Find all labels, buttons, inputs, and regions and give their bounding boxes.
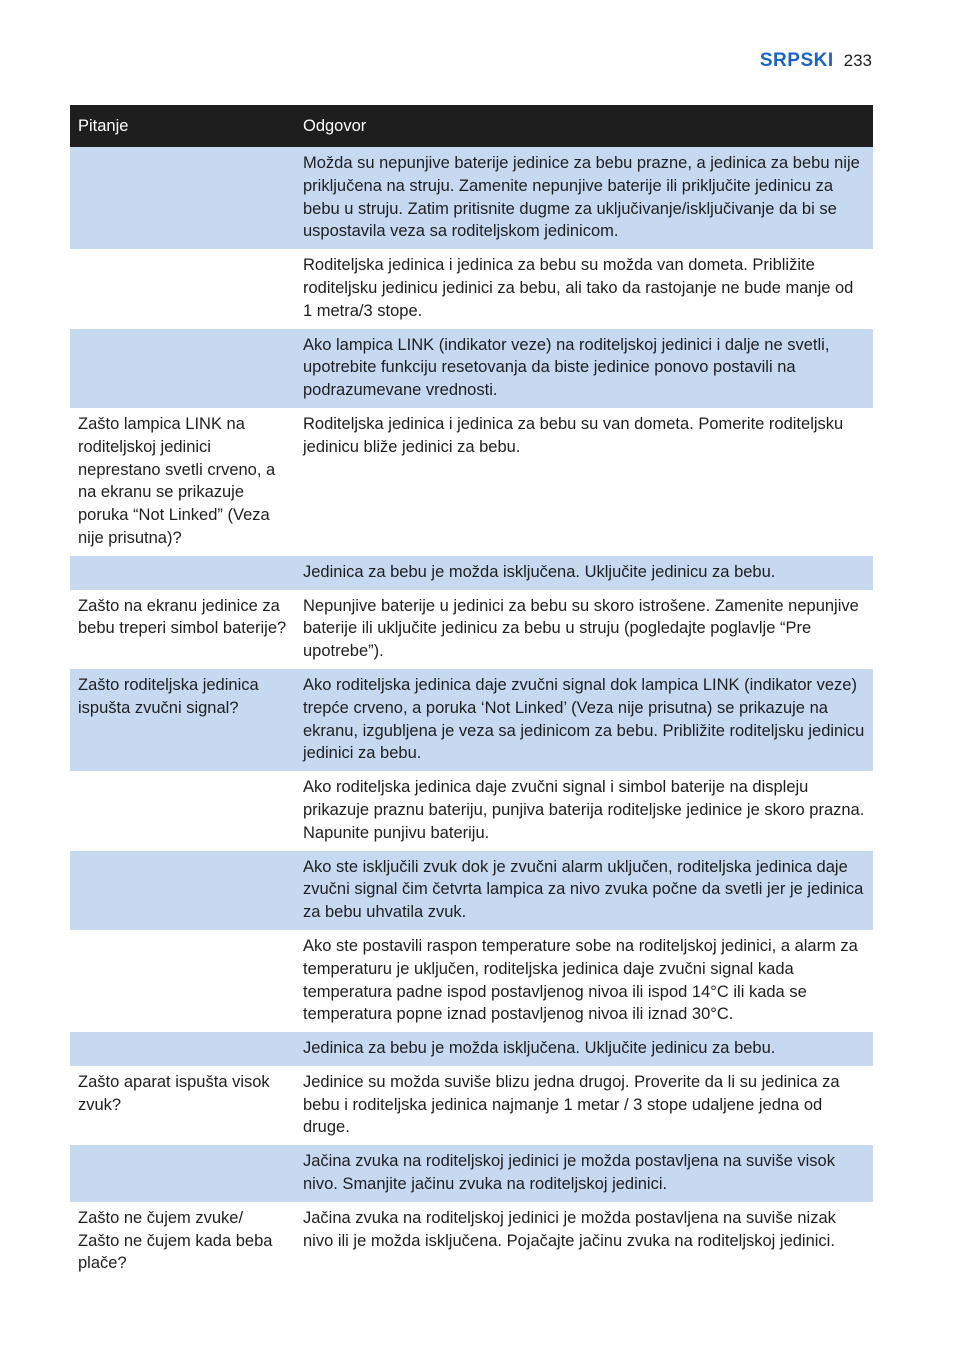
question-cell: Zašto na ekranu jedinice za bebu treperi simbol baterije? [78,596,287,638]
answer-cell: Jedinice su možda suviše blizu jedna drugoj. Proverite da li su jedinica za bebu i roditeljska jedinica najmanje 1 metar / 3 stope udaljene jedna od druge. [303,1072,840,1137]
question-cell [70,147,295,249]
column-header-question: Pitanje [70,105,295,147]
page-header [760,50,872,72]
question-cell: Zašto aparat ispušta visok zvuk? [78,1072,270,1114]
table-row [70,590,873,669]
table-row [70,1066,873,1145]
table-row [70,669,873,771]
table-row [70,147,873,249]
answer-cell: Roditeljska jedinica i jedinica za bebu su možda van dometa. Približite roditeljsku jedinicu jedinici za bebu, ali tako da rastojanje ne bude manje od 1 metra/3 stope. [303,256,854,320]
answer-cell: Ako ste postavili raspon temperature sobe na roditeljskoj jedinici, a alarm za temperaturu je uključen, roditeljska jedinica daje zvučni signal kada temperatura padne ispod postavljenog nivoa ili ispod 14°C ili kada se temperatura popne iznad postavljenog nivoa ili iznad 30°C. [303,936,858,1024]
answer-cell: Jedinica za bebu je možda isključena. Uključite jedinicu za bebu. [295,556,873,590]
question-cell: Zašto roditeljska jedinica ispušta zvučni signal? [70,669,295,771]
column-header-answer: Odgovor [295,105,873,147]
answer-cell: Ako ste isključili zvuk dok je zvučni alarm uključen, roditeljska jedinica daje zvučni signal čim četvrta lampica za nivo zvuka počne da svetli jer je jedinica za bebu uhvatila zvuk. [295,851,873,930]
answer-cell: Jačina zvuka na roditeljskoj jedinici je možda postavljena na suviše visok nivo. Smanjite jačinu zvuka na roditeljskoj jedinici. [295,1145,873,1202]
answer-cell: Nepunjive baterije u jedinici za bebu su skoro istrošene. Zamenite nepunjive baterije ili uključite jedinicu za bebu u struju (pogledajte poglavlje “Pre upotrebe”). [303,596,859,661]
table-header-row [70,105,873,147]
table-row [70,930,873,1032]
table-row [70,1202,873,1281]
answer-cell: Ako lampica LINK (indikator veze) na roditeljskoj jedinici i dalje ne svetli, upotrebite funkciju resetovanja da biste jedinice ponovo postavili na podrazumevane vrednosti. [295,329,873,408]
question-cell [70,771,295,850]
table-row [70,408,873,556]
table-body [70,147,873,1281]
answer-cell: Možda su nepunjive baterije jedinice za bebu prazne, a jedinica za bebu nije priključena na struju. Zamenite nepunjive baterije ili priključite jedinicu za bebu u struju. Zatim pritisnite dugme za uključivanje/isključivanje da bi se uspostavila veza sa roditeljskom jedinicom. [295,147,873,249]
table-row [70,771,873,850]
question-cell [70,329,295,408]
table-row [70,556,873,590]
question-cell [70,851,295,930]
question-cell [70,249,295,328]
question-cell: Zašto ne čujem zvuke/ Zašto ne čujem kada beba plače? [78,1208,273,1273]
table-row [70,249,873,328]
answer-cell: Ako roditeljska jedinica daje zvučni signal dok lampica LINK (indikator veze) trepće crveno, a poruka ‘Not Linked’ (Veza nije prisutna) se prikazuje na ekranu, izgubljena je veza sa jedinicom za bebu. Približite roditeljsku jedinicu jedinici za bebu. [295,669,873,771]
page-number: 233 [843,51,872,70]
answer-cell: Jačina zvuka na roditeljskoj jedinici je možda postavljena na suviše nizak nivo ili je možda isključena. Pojačajte jačinu zvuka na roditeljskoj jedinici. [303,1208,836,1250]
answer-cell: Jedinica za bebu je možda isključena. Uključite jedinicu za bebu. [295,1032,873,1066]
question-cell [70,556,295,590]
table-row [70,1145,873,1202]
question-cell [70,1032,295,1066]
question-cell [70,1145,295,1202]
language-label: SRPSKI [759,50,834,71]
table-row [70,329,873,408]
answer-cell: Roditeljska jedinica i jedinica za bebu su van dometa. Pomerite roditeljsku jedinicu bliže jedinici za bebu. [303,414,844,456]
table-row [70,1032,873,1066]
question-cell: Zašto lampica LINK na roditeljskoj jedinici neprestano svetli crveno, a na ekranu se prikazuje poruka “Not Linked” (Veza nije prisutna)? [78,414,276,547]
question-cell [70,930,295,1032]
answer-cell: Ako roditeljska jedinica daje zvučni signal i simbol baterije na displeju prikazuje praznu bateriju, punjiva baterija roditeljske jedinice je skoro prazna. Napunite punjivu bateriju. [303,778,865,842]
faq-table [70,105,873,1281]
table-row [70,851,873,930]
